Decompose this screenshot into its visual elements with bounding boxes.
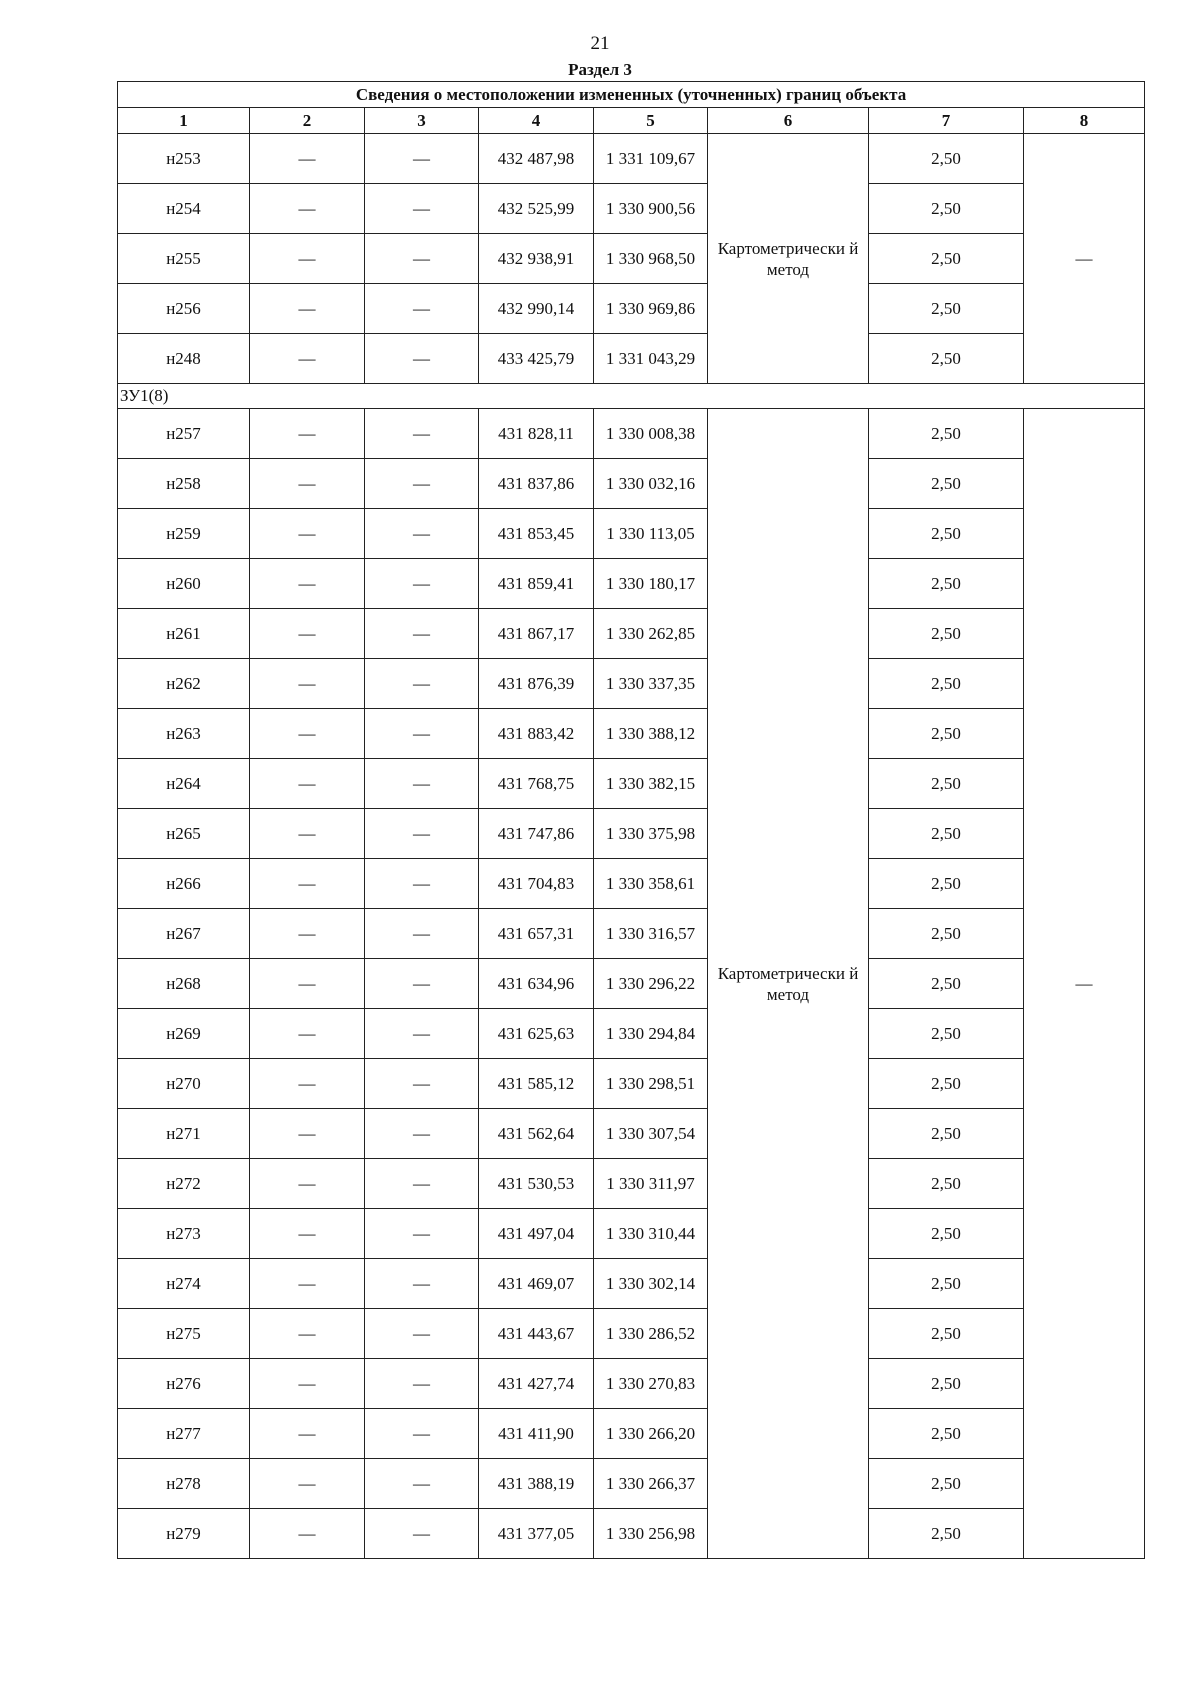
table-row [118,409,1145,459]
column-2-cell: — [250,1109,365,1159]
column-2-cell: — [250,1409,365,1459]
x-coordinate-cell: 431 388,19 [479,1459,594,1509]
accuracy-cell: 2,50 [869,809,1024,859]
point-number-cell: н259 [118,509,250,559]
y-coordinate-cell: 1 331 043,29 [594,334,708,384]
method-cell: Картометрически й метод [708,134,869,384]
column-3-cell: — [365,1309,479,1359]
column-2-cell: — [250,809,365,859]
point-number-cell: н263 [118,709,250,759]
point-number-cell: н276 [118,1359,250,1409]
column-number: 8 [1024,108,1145,134]
point-number-cell: н273 [118,1209,250,1259]
column-3-cell: — [365,709,479,759]
y-coordinate-cell: 1 330 337,35 [594,659,708,709]
table-row [118,659,1145,709]
x-coordinate-cell: 431 427,74 [479,1359,594,1409]
y-coordinate-cell: 1 331 109,67 [594,134,708,184]
group-label: ЗУ1(8) [118,384,1145,409]
x-coordinate-cell: 431 704,83 [479,859,594,909]
table-row [118,1209,1145,1259]
point-number-cell: н266 [118,859,250,909]
column-number: 6 [708,108,869,134]
point-number-cell: н256 [118,284,250,334]
y-coordinate-cell: 1 330 296,22 [594,959,708,1009]
column-numbers-row [118,108,1145,134]
column-3-cell: — [365,809,479,859]
column-number: 4 [479,108,594,134]
column-8-cell: — [1024,409,1145,1559]
table-row [118,234,1145,284]
point-number-cell: н265 [118,809,250,859]
column-2-cell: — [250,284,365,334]
accuracy-cell: 2,50 [869,759,1024,809]
table-row [118,1509,1145,1559]
x-coordinate-cell: 431 859,41 [479,559,594,609]
column-2-cell: — [250,759,365,809]
table-row [118,134,1145,184]
point-number-cell: н262 [118,659,250,709]
accuracy-cell: 2,50 [869,459,1024,509]
point-number-cell: н275 [118,1309,250,1359]
column-3-cell: — [365,859,479,909]
point-number-cell: н278 [118,1459,250,1509]
table-row [118,1459,1145,1509]
table-row [118,509,1145,559]
y-coordinate-cell: 1 330 375,98 [594,809,708,859]
x-coordinate-cell: 431 747,86 [479,809,594,859]
table-row [118,1009,1145,1059]
column-2-cell: — [250,659,365,709]
x-coordinate-cell: 431 867,17 [479,609,594,659]
table-row [118,909,1145,959]
accuracy-cell: 2,50 [869,1109,1024,1159]
table-caption-row [118,82,1145,108]
column-3-cell: — [365,759,479,809]
column-3-cell: — [365,234,479,284]
y-coordinate-cell: 1 330 266,37 [594,1459,708,1509]
x-coordinate-cell: 431 562,64 [479,1109,594,1159]
column-2-cell: — [250,1359,365,1409]
y-coordinate-cell: 1 330 180,17 [594,559,708,609]
x-coordinate-cell: 431 828,11 [479,409,594,459]
column-2-cell: — [250,559,365,609]
y-coordinate-cell: 1 330 310,44 [594,1209,708,1259]
column-2-cell: — [250,1509,365,1559]
column-3-cell: — [365,959,479,1009]
table-row [118,759,1145,809]
table-row [118,1259,1145,1309]
column-2-cell: — [250,134,365,184]
table-caption: Сведения о местоположении измененных (уточненных) границ объекта [118,82,1145,108]
table-row [118,284,1145,334]
method-cell: Картометрически й метод [708,409,869,1559]
table-row [118,1159,1145,1209]
accuracy-cell: 2,50 [869,709,1024,759]
column-3-cell: — [365,1509,479,1559]
column-3-cell: — [365,134,479,184]
column-3-cell: — [365,909,479,959]
boundary-coordinates-table [117,81,1145,1559]
x-coordinate-cell: 431 625,63 [479,1009,594,1059]
column-3-cell: — [365,1009,479,1059]
column-number: 5 [594,108,708,134]
column-2-cell: — [250,234,365,284]
y-coordinate-cell: 1 330 270,83 [594,1359,708,1409]
accuracy-cell: 2,50 [869,1259,1024,1309]
accuracy-cell: 2,50 [869,1159,1024,1209]
column-2-cell: — [250,184,365,234]
accuracy-cell: 2,50 [869,1009,1024,1059]
table-row [118,1409,1145,1459]
table-row [118,1059,1145,1109]
y-coordinate-cell: 1 330 286,52 [594,1309,708,1359]
table-row [118,609,1145,659]
table-row [118,184,1145,234]
group-label-row [118,384,1145,409]
x-coordinate-cell: 431 768,75 [479,759,594,809]
y-coordinate-cell: 1 330 388,12 [594,709,708,759]
y-coordinate-cell: 1 330 298,51 [594,1059,708,1109]
column-2-cell: — [250,859,365,909]
point-number-cell: н279 [118,1509,250,1559]
y-coordinate-cell: 1 330 256,98 [594,1509,708,1559]
column-2-cell: — [250,1259,365,1309]
table-row [118,859,1145,909]
table-body [118,82,1145,1559]
column-3-cell: — [365,184,479,234]
point-number-cell: н268 [118,959,250,1009]
column-3-cell: — [365,1059,479,1109]
point-number-cell: н248 [118,334,250,384]
y-coordinate-cell: 1 330 382,15 [594,759,708,809]
column-number: 3 [365,108,479,134]
point-number-cell: н277 [118,1409,250,1459]
accuracy-cell: 2,50 [869,909,1024,959]
point-number-cell: н257 [118,409,250,459]
accuracy-cell: 2,50 [869,559,1024,609]
column-3-cell: — [365,1459,479,1509]
accuracy-cell: 2,50 [869,1509,1024,1559]
column-number: 7 [869,108,1024,134]
column-3-cell: — [365,1159,479,1209]
column-2-cell: — [250,1009,365,1059]
table-row [118,959,1145,1009]
point-number-cell: н267 [118,909,250,959]
column-3-cell: — [365,284,479,334]
y-coordinate-cell: 1 330 307,54 [594,1109,708,1159]
column-3-cell: — [365,559,479,609]
column-2-cell: — [250,509,365,559]
y-coordinate-cell: 1 330 900,56 [594,184,708,234]
point-number-cell: н270 [118,1059,250,1109]
accuracy-cell: 2,50 [869,409,1024,459]
point-number-cell: н253 [118,134,250,184]
table-row [118,559,1145,609]
x-coordinate-cell: 433 425,79 [479,334,594,384]
column-3-cell: — [365,1109,479,1159]
y-coordinate-cell: 1 330 358,61 [594,859,708,909]
accuracy-cell: 2,50 [869,334,1024,384]
column-3-cell: — [365,409,479,459]
column-3-cell: — [365,1409,479,1459]
point-number-cell: н261 [118,609,250,659]
point-number-cell: н274 [118,1259,250,1309]
y-coordinate-cell: 1 330 316,57 [594,909,708,959]
accuracy-cell: 2,50 [869,1059,1024,1109]
x-coordinate-cell: 431 837,86 [479,459,594,509]
column-3-cell: — [365,1359,479,1409]
column-number: 1 [118,108,250,134]
x-coordinate-cell: 432 525,99 [479,184,594,234]
y-coordinate-cell: 1 330 113,05 [594,509,708,559]
column-2-cell: — [250,609,365,659]
column-3-cell: — [365,509,479,559]
column-3-cell: — [365,1209,479,1259]
accuracy-cell: 2,50 [869,1309,1024,1359]
column-3-cell: — [365,459,479,509]
y-coordinate-cell: 1 330 302,14 [594,1259,708,1309]
column-2-cell: — [250,709,365,759]
section-title: Раздел 3 [568,60,632,79]
table-row [118,709,1145,759]
column-2-cell: — [250,334,365,384]
accuracy-cell: 2,50 [869,184,1024,234]
accuracy-cell: 2,50 [869,509,1024,559]
y-coordinate-cell: 1 330 968,50 [594,234,708,284]
y-coordinate-cell: 1 330 294,84 [594,1009,708,1059]
x-coordinate-cell: 431 411,90 [479,1409,594,1459]
accuracy-cell: 2,50 [869,609,1024,659]
x-coordinate-cell: 431 634,96 [479,959,594,1009]
accuracy-cell: 2,50 [869,1209,1024,1259]
column-3-cell: — [365,334,479,384]
column-2-cell: — [250,959,365,1009]
point-number-cell: н272 [118,1159,250,1209]
x-coordinate-cell: 431 657,31 [479,909,594,959]
x-coordinate-cell: 431 530,53 [479,1159,594,1209]
accuracy-cell: 2,50 [869,234,1024,284]
point-number-cell: н258 [118,459,250,509]
accuracy-cell: 2,50 [869,1409,1024,1459]
column-2-cell: — [250,1059,365,1109]
y-coordinate-cell: 1 330 969,86 [594,284,708,334]
column-3-cell: — [365,609,479,659]
point-number-cell: н254 [118,184,250,234]
x-coordinate-cell: 431 497,04 [479,1209,594,1259]
x-coordinate-cell: 431 876,39 [479,659,594,709]
x-coordinate-cell: 431 377,05 [479,1509,594,1559]
column-2-cell: — [250,1159,365,1209]
table-row [118,809,1145,859]
column-2-cell: — [250,1209,365,1259]
x-coordinate-cell: 431 443,67 [479,1309,594,1359]
column-2-cell: — [250,459,365,509]
column-3-cell: — [365,659,479,709]
accuracy-cell: 2,50 [869,134,1024,184]
x-coordinate-cell: 431 883,42 [479,709,594,759]
accuracy-cell: 2,50 [869,959,1024,1009]
y-coordinate-cell: 1 330 032,16 [594,459,708,509]
column-2-cell: — [250,409,365,459]
accuracy-cell: 2,50 [869,659,1024,709]
y-coordinate-cell: 1 330 266,20 [594,1409,708,1459]
x-coordinate-cell: 431 585,12 [479,1059,594,1109]
accuracy-cell: 2,50 [869,1359,1024,1409]
x-coordinate-cell: 432 990,14 [479,284,594,334]
point-number-cell: н271 [118,1109,250,1159]
table-row [118,459,1145,509]
point-number-cell: н255 [118,234,250,284]
accuracy-cell: 2,50 [869,284,1024,334]
x-coordinate-cell: 431 853,45 [479,509,594,559]
point-number-cell: н269 [118,1009,250,1059]
point-number-cell: н264 [118,759,250,809]
column-8-cell: — [1024,134,1145,384]
y-coordinate-cell: 1 330 311,97 [594,1159,708,1209]
table-row [118,1309,1145,1359]
x-coordinate-cell: 432 938,91 [479,234,594,284]
x-coordinate-cell: 431 469,07 [479,1259,594,1309]
point-number-cell: н260 [118,559,250,609]
y-coordinate-cell: 1 330 008,38 [594,409,708,459]
column-2-cell: — [250,1309,365,1359]
page-number: 21 [590,33,610,54]
y-coordinate-cell: 1 330 262,85 [594,609,708,659]
column-2-cell: — [250,1459,365,1509]
accuracy-cell: 2,50 [869,859,1024,909]
table-row [118,1359,1145,1409]
table-row [118,334,1145,384]
column-number: 2 [250,108,365,134]
accuracy-cell: 2,50 [869,1459,1024,1509]
column-3-cell: — [365,1259,479,1309]
x-coordinate-cell: 432 487,98 [479,134,594,184]
table-row [118,1109,1145,1159]
column-2-cell: — [250,909,365,959]
